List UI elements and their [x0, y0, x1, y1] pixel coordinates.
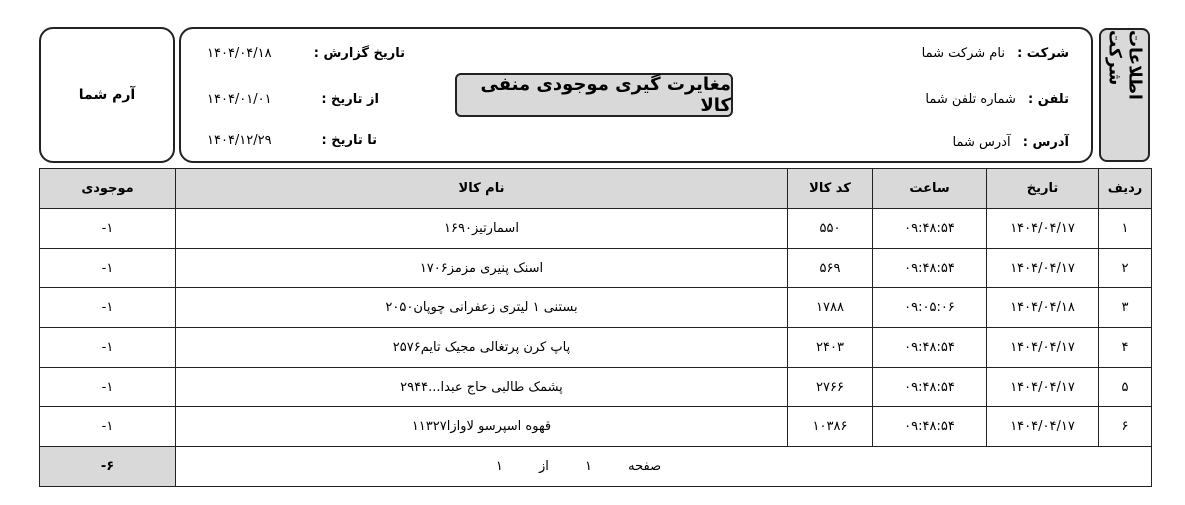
cell-row: ۲	[1099, 248, 1152, 288]
cell-stock: -۱	[40, 209, 176, 249]
company-phone-label: تلفن :	[1028, 92, 1069, 107]
cell-row: ۱	[1099, 209, 1152, 249]
cell-row: ۶	[1099, 407, 1152, 447]
cell-date: ۱۴۰۴/۰۴/۱۸	[987, 288, 1099, 328]
from-date-label: از تاریخ :	[321, 92, 379, 107]
pager-of-label: از	[538, 459, 549, 475]
cell-time: ۰۹:۴۸:۵۴	[873, 209, 987, 249]
total-stock: -۶	[40, 447, 176, 487]
cell-stock: -۱	[40, 367, 176, 407]
company-section-tag	[1099, 28, 1150, 162]
cell-name: پشمک طالبی حاج عبدا...۲۹۴۴	[176, 367, 788, 407]
cell-date: ۱۴۰۴/۰۴/۱۷	[987, 367, 1099, 407]
cell-stock: -۱	[40, 288, 176, 328]
cell-stock: -۱	[40, 248, 176, 288]
to-date-row	[207, 133, 377, 148]
pager-current: ۱	[585, 459, 592, 475]
company-phone-value: شماره تلفن شما	[925, 92, 1016, 107]
cell-date: ۱۴۰۴/۰۴/۱۷	[987, 248, 1099, 288]
cell-code: ۲۴۰۳	[788, 328, 873, 368]
cell-time: ۰۹:۴۸:۵۴	[873, 407, 987, 447]
table-row	[40, 328, 1152, 368]
cell-name: اسمارتیز۱۶۹۰	[176, 209, 788, 249]
header-stock: موجودی	[40, 169, 176, 209]
cell-name: پاپ کرن پرتغالی مجیک تایم۲۵۷۶	[176, 328, 788, 368]
table-row	[40, 367, 1152, 407]
cell-stock: -۱	[40, 328, 176, 368]
cell-date: ۱۴۰۴/۰۴/۱۷	[987, 328, 1099, 368]
cell-name: اسنک پنیری مزمز۱۷۰۶	[176, 248, 788, 288]
table-row	[40, 248, 1152, 288]
table-row	[40, 209, 1152, 249]
table-footer-row	[40, 447, 1152, 487]
to-date-label: تا تاریخ :	[321, 133, 377, 148]
cell-date: ۱۴۰۴/۰۴/۱۷	[987, 209, 1099, 249]
cell-name: قهوه اسپرسو لاوازا۱۱۳۲۷	[176, 407, 788, 447]
cell-time: ۰۹:۴۸:۵۴	[873, 367, 987, 407]
company-address-label: آدرس :	[1022, 135, 1069, 150]
company-address-row	[953, 135, 1069, 150]
cell-name: بستنی ۱ لیتری زعفرانی چوپان۲۰۵۰	[176, 288, 788, 328]
report-date-label: تاریخ گزارش :	[313, 46, 405, 61]
header-name: نام کالا	[176, 169, 788, 209]
pager-total: ۱	[495, 459, 503, 475]
table-row	[40, 288, 1152, 328]
table-row	[40, 407, 1152, 447]
company-name-label: شرکت :	[1017, 46, 1069, 61]
company-name-value: نام شرکت شما	[921, 46, 1005, 61]
report-title: مغایرت گیری موجودی منفی کالا	[455, 73, 733, 117]
cell-row: ۴	[1099, 328, 1152, 368]
cell-code: ۲۷۶۶	[788, 367, 873, 407]
logo-box	[39, 27, 175, 163]
report-date-value: ۱۴۰۴/۰۴/۱۸	[207, 46, 272, 61]
cell-code: ۵۶۹	[788, 248, 873, 288]
company-name-row	[922, 46, 1069, 61]
stock-table	[39, 168, 1152, 487]
logo-text: آرم شما	[78, 87, 136, 103]
cell-row: ۵	[1099, 367, 1152, 407]
header-date: تاریخ	[987, 169, 1099, 209]
cell-code: ۱۷۸۸	[788, 288, 873, 328]
header-code: کد کالا	[788, 169, 873, 209]
pager-page-label: صفحه	[628, 459, 662, 475]
to-date-value: ۱۴۰۴/۱۲/۲۹	[207, 133, 272, 148]
table-header-row	[40, 169, 1152, 209]
company-address-value: آدرس شما	[952, 135, 1011, 150]
cell-time: ۰۹:۴۸:۵۴	[873, 328, 987, 368]
cell-stock: -۱	[40, 407, 176, 447]
cell-time: ۰۹:۴۸:۵۴	[873, 248, 987, 288]
from-date-value: ۱۴۰۴/۰۱/۰۱	[207, 92, 272, 107]
company-phone-row	[925, 92, 1069, 107]
cell-row: ۳	[1099, 288, 1152, 328]
header-time: ساعت	[873, 169, 987, 209]
cell-code: ۵۵۰	[788, 209, 873, 249]
cell-date: ۱۴۰۴/۰۴/۱۷	[987, 407, 1099, 447]
from-date-row	[207, 92, 379, 107]
report-date-row	[207, 46, 405, 61]
pager	[176, 447, 1152, 487]
cell-code: ۱۰۳۸۶	[788, 407, 873, 447]
company-section-label: اطلاعات شرکت	[1104, 30, 1145, 100]
header-row: ردیف	[1099, 169, 1152, 209]
cell-time: ۰۹:۰۵:۰۶	[873, 288, 987, 328]
